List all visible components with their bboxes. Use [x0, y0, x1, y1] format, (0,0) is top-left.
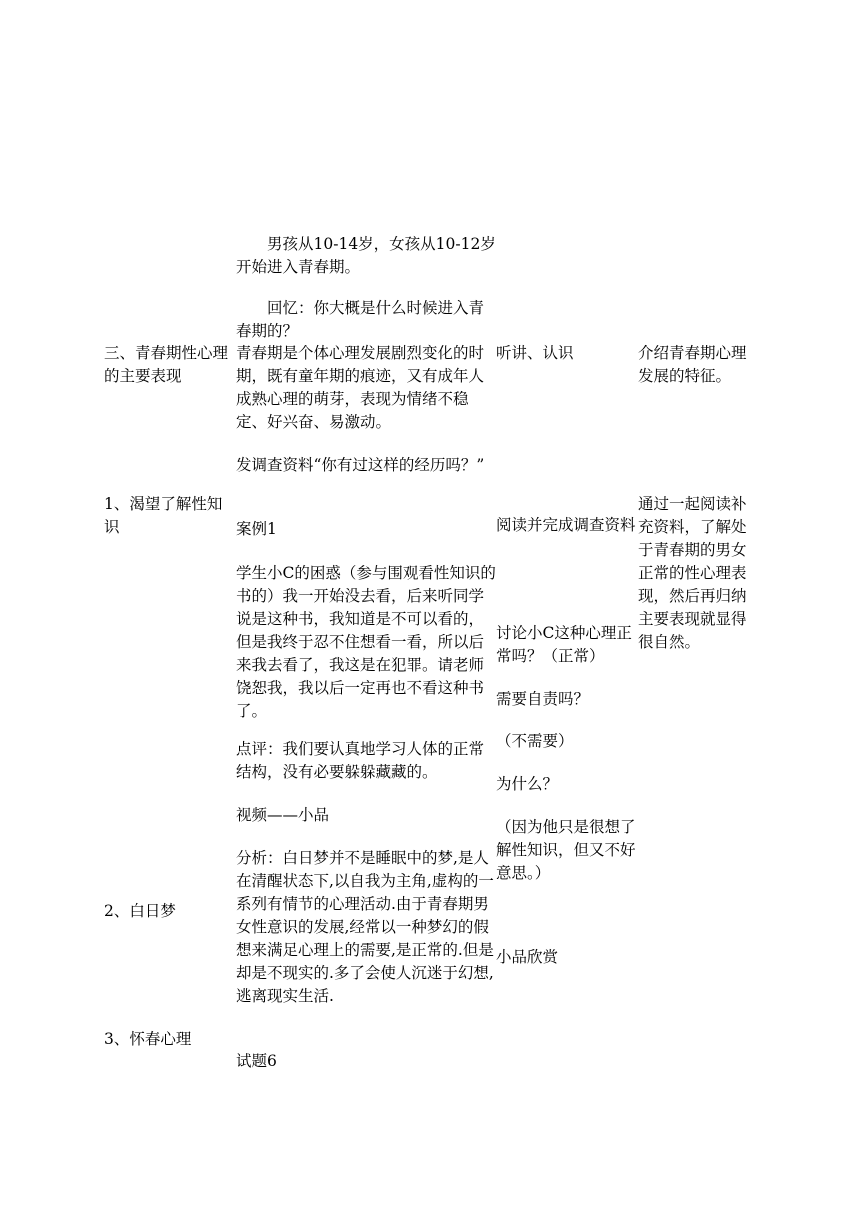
analysis-paragraph: 分析：白日梦并不是睡眠中的梦,是人在清醒状态下,以自我为主角,虚构的一系列有情节的心理活动.由于青春期男女性意识的发展,经常以一种梦幻的假想来满足心理上的需要,是正常的.但是却是不现实的.多了会使人沉迷于幻想,逃离现实生活.: [236, 849, 494, 1005]
activity-reason: （因为他只是很想了解性知识，但又不好意思。）: [496, 818, 636, 882]
intent-purpose: 通过一起阅读补充资料，了解处于青春期的男女正常的性心理表现，然后再归纳主要表现就显得很自然。: [638, 495, 747, 651]
activity-no-need: （不需要）: [496, 732, 574, 750]
activity-self-blame: 需要自责吗？: [496, 690, 590, 708]
activity-read: 阅读并完成调查资料: [496, 516, 636, 534]
activity-why: 为什么？: [496, 775, 559, 793]
case-label: 案例1: [236, 520, 277, 538]
age-paragraph: 男孩从10-14岁，女孩从10-12岁开始进入青春期。: [236, 235, 496, 276]
section-3-heading: 三、青春期性心理的主要表现: [104, 344, 229, 385]
activity-discuss: 讨论小C这种心理正常吗？（正常）: [496, 624, 632, 665]
video-label: 视频——小品: [236, 806, 330, 824]
item-3-heading: 3、怀春心理: [104, 1030, 192, 1048]
item-2-heading: 2、白日梦: [104, 902, 176, 920]
intent-intro: 介绍青春期心理发展的特征。: [638, 344, 747, 385]
activity-listen: 听讲、认识: [496, 344, 574, 362]
test-label: 试题6: [236, 1052, 277, 1070]
intro-paragraph: 青春期是个体心理发展剧烈变化的时期，既有童年期的痕迹，又有成年人成熟心理的萌芽，表现为情绪不稳定、好兴奋、易激动。: [236, 344, 485, 431]
student-case-paragraph: 学生小C的困惑（参与围观看性知识的书的）我一开始没去看，后来听同学说是这种书，我知道是不可以看的，但是我终于忍不住想看一看，所以后来我去看了，我这是在犯罪。请老师饶恕我，我以后一定再也不看这种书了。: [236, 564, 496, 720]
comment-paragraph: 点评：我们要认真地学习人体的正常结构，没有必要躲躲藏藏的。: [236, 740, 485, 781]
item-1-heading: 1、渴望了解性知识: [104, 495, 223, 536]
recall-paragraph: 回忆：你大概是什么时候进入青春期的？: [236, 299, 485, 340]
survey-paragraph: 发调查资料“你有过这样的经历吗？”: [236, 456, 485, 474]
activity-skit: 小品欣赏: [496, 948, 559, 966]
